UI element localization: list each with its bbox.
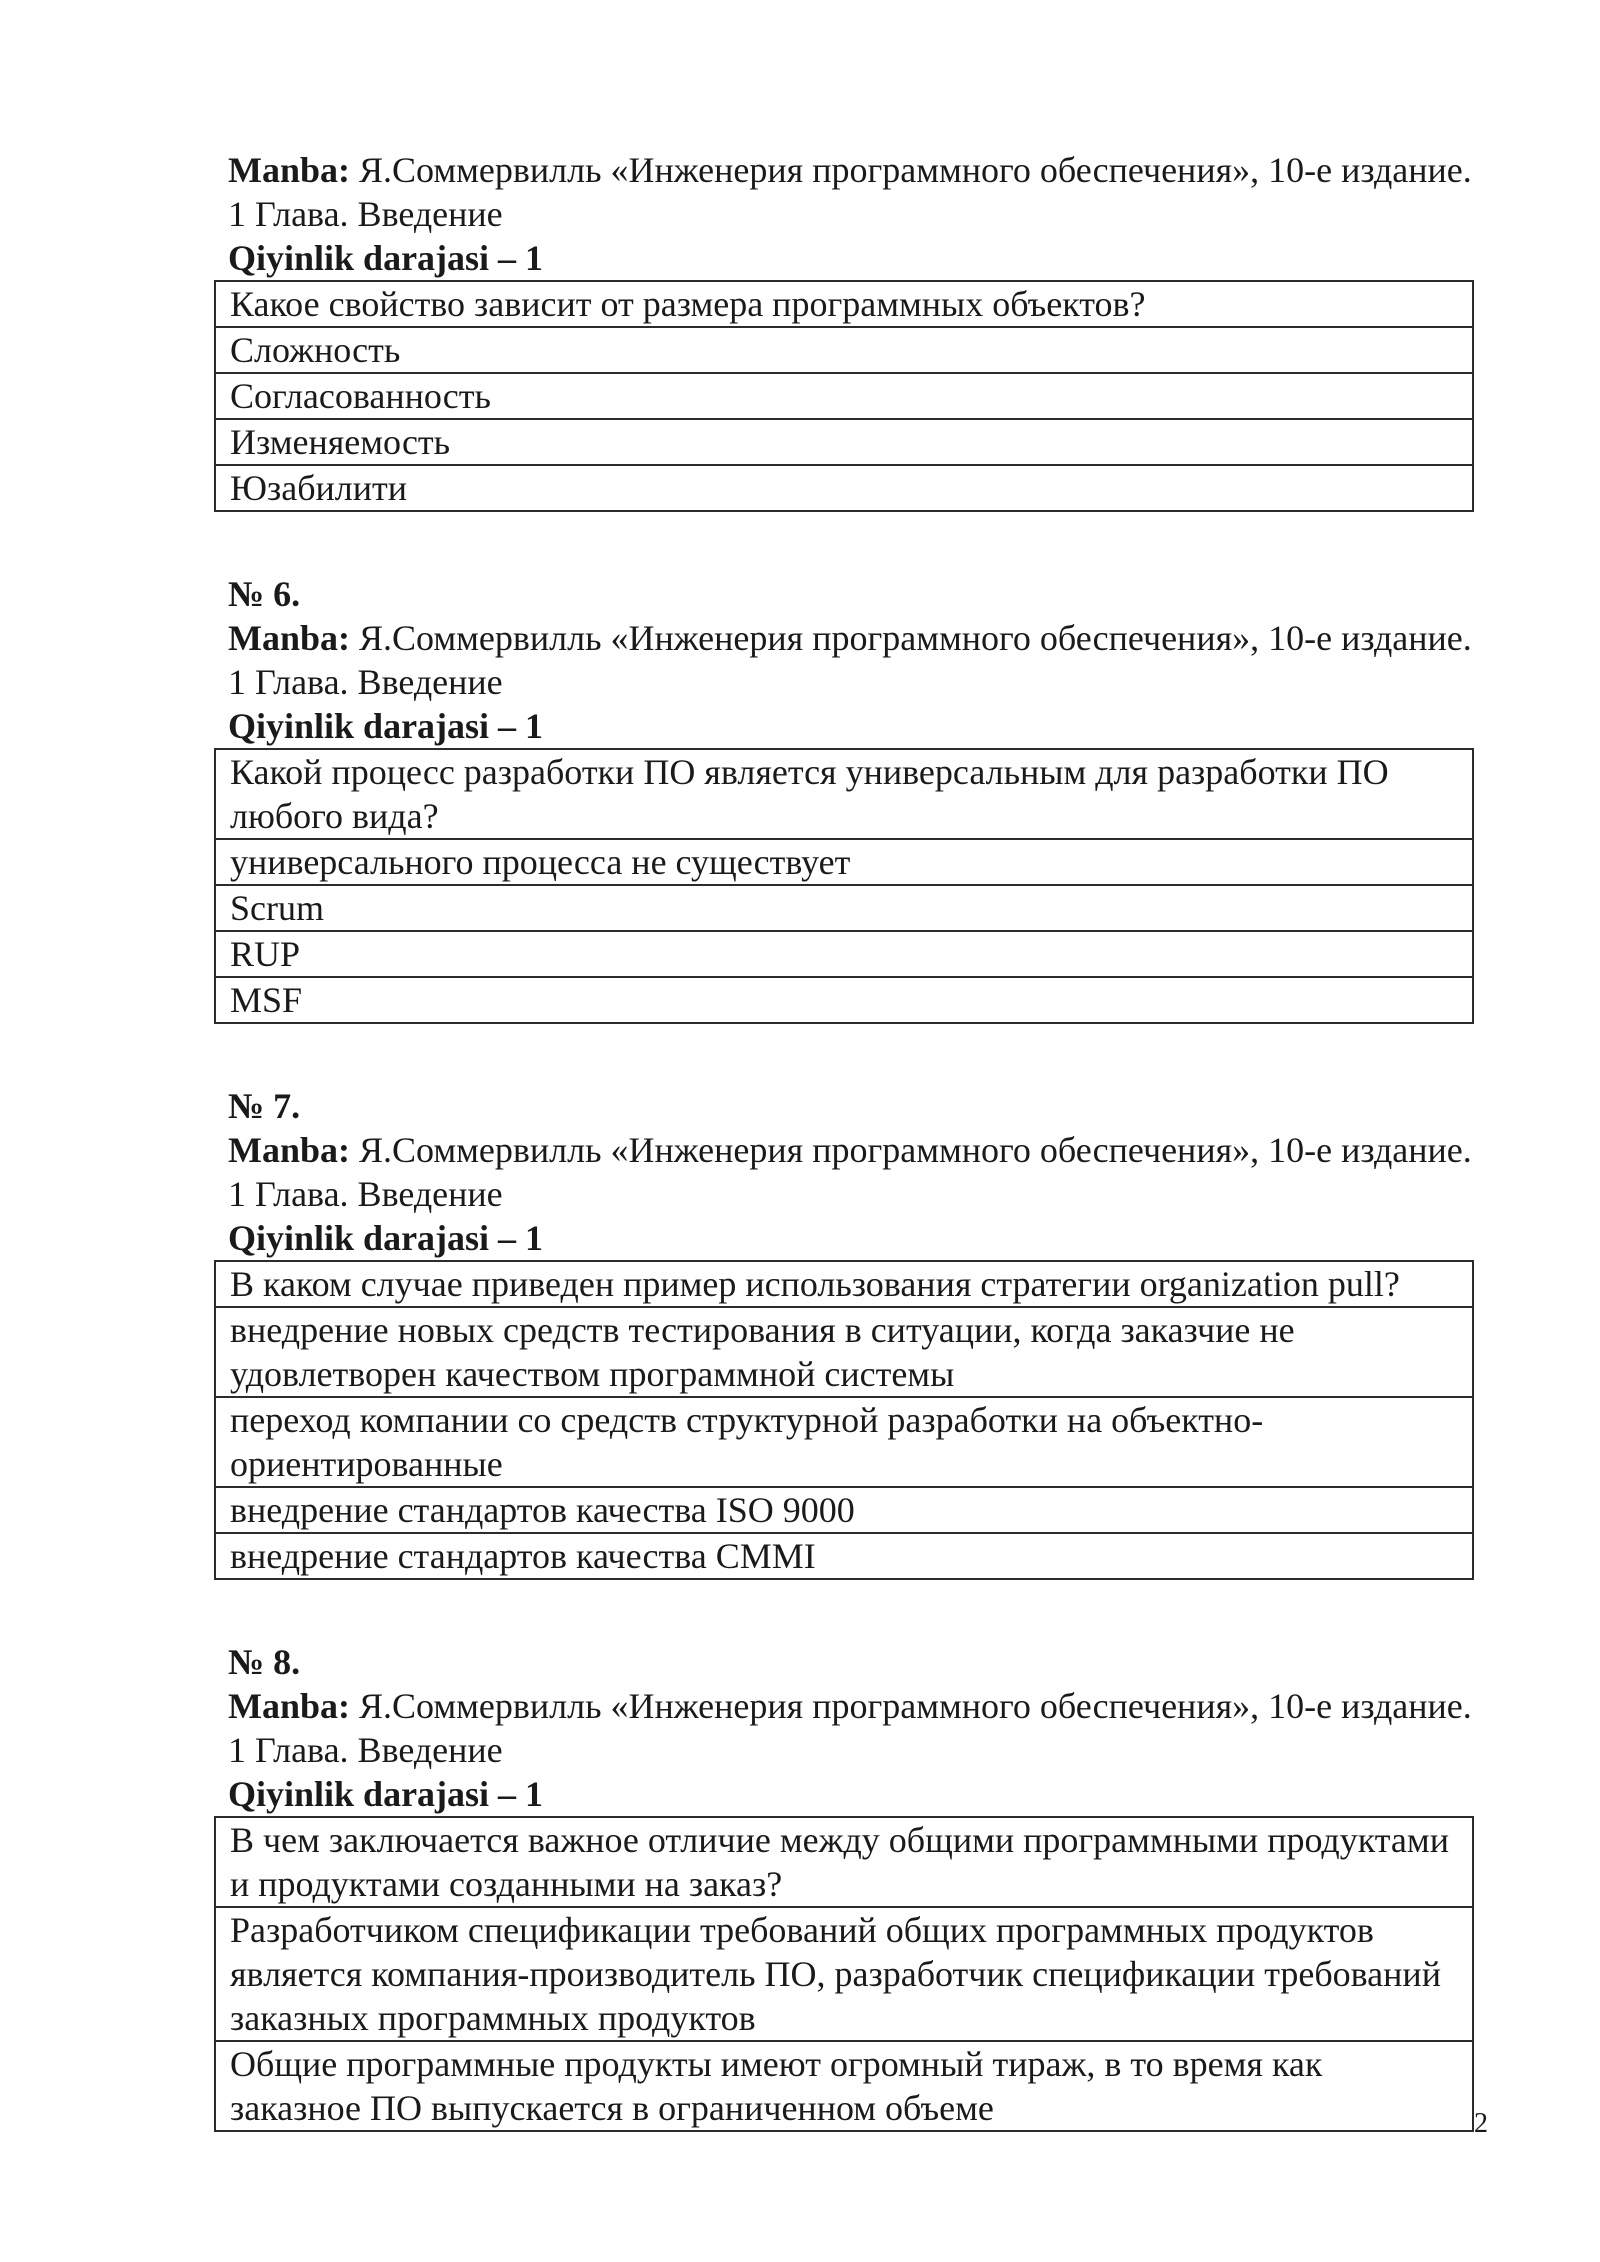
answer-option: Scrum xyxy=(215,885,1473,931)
source-text: Я.Соммервилль «Инженерия программного обеспечения», 10-е издание. 1 Глава. Введение xyxy=(228,618,1472,702)
source-label: Manba: xyxy=(228,150,351,190)
difficulty-level: Qiyinlik darajasi – 1 xyxy=(228,706,544,746)
source-text: Я.Соммервилль «Инженерия программного обеспечения», 10-е издание. 1 Глава. Введение xyxy=(228,150,1472,234)
difficulty-level: Qiyinlik darajasi – 1 xyxy=(228,1218,544,1258)
source-line xyxy=(228,1128,1488,1216)
source-text: Я.Соммервилль «Инженерия программного обеспечения», 10-е издание. 1 Глава. Введение xyxy=(228,1686,1472,1770)
question-table xyxy=(214,280,1474,512)
question-number: № 6. xyxy=(228,574,301,614)
document-page xyxy=(228,148,1488,2192)
question-number: № 7. xyxy=(228,1086,301,1126)
source-line xyxy=(228,148,1488,236)
answer-option: внедрение новых средств тестирования в ситуации, когда заказчие не удовлетворен качеством программной системы xyxy=(215,1307,1473,1397)
source-label: Manba: xyxy=(228,1686,351,1726)
question-number: № 8. xyxy=(228,1642,301,1682)
question-block xyxy=(228,572,1488,1024)
question-table xyxy=(214,748,1474,1024)
page-number: 2 xyxy=(1474,2108,1488,2139)
question-text: Какое свойство зависит от размера программных объектов? xyxy=(215,281,1473,327)
question-table xyxy=(214,1816,1474,2132)
answer-option: переход компании со средств структурной разработки на объектно-ориентированные xyxy=(215,1397,1473,1487)
source-label: Manba: xyxy=(228,1130,351,1170)
question-text: В чем заключается важное отличие между общими программными продуктами и продуктами созданными на заказ? xyxy=(215,1817,1473,1907)
question-text: Какой процесс разработки ПО является универсальным для разработки ПО любого вида? xyxy=(215,749,1473,839)
answer-option: Изменяемость xyxy=(215,419,1473,465)
answer-option: Согласованность xyxy=(215,373,1473,419)
answer-option: Юзабилити xyxy=(215,465,1473,511)
question-table xyxy=(214,1260,1474,1580)
answer-option: Разработчиком спецификации требований общих программных продуктов является компания-производитель ПО, разработчик спецификации требований заказных программных продуктов xyxy=(215,1907,1473,2041)
answer-option: универсального процесса не существует xyxy=(215,839,1473,885)
answer-option: Сложность xyxy=(215,327,1473,373)
source-line xyxy=(228,1684,1488,1772)
question-text: В каком случае приведен пример использования стратегии organization pull? xyxy=(215,1261,1473,1307)
difficulty-level: Qiyinlik darajasi – 1 xyxy=(228,238,544,278)
answer-option: внедрение стандартов качества CMMI xyxy=(215,1533,1473,1579)
question-block xyxy=(228,1084,1488,1580)
source-label: Manba: xyxy=(228,618,351,658)
answer-option: MSF xyxy=(215,977,1473,1023)
answer-option: Общие программные продукты имеют огромный тираж, в то время как заказное ПО выпускается в ограниченном объеме xyxy=(215,2041,1473,2131)
source-text: Я.Соммервилль «Инженерия программного обеспечения», 10-е издание. 1 Глава. Введение xyxy=(228,1130,1472,1214)
source-line xyxy=(228,616,1488,704)
answer-option: внедрение стандартов качества ISO 9000 xyxy=(215,1487,1473,1533)
answer-option: RUP xyxy=(215,931,1473,977)
difficulty-level: Qiyinlik darajasi – 1 xyxy=(228,1774,544,1814)
question-block xyxy=(228,1640,1488,2132)
question-block xyxy=(228,148,1488,512)
